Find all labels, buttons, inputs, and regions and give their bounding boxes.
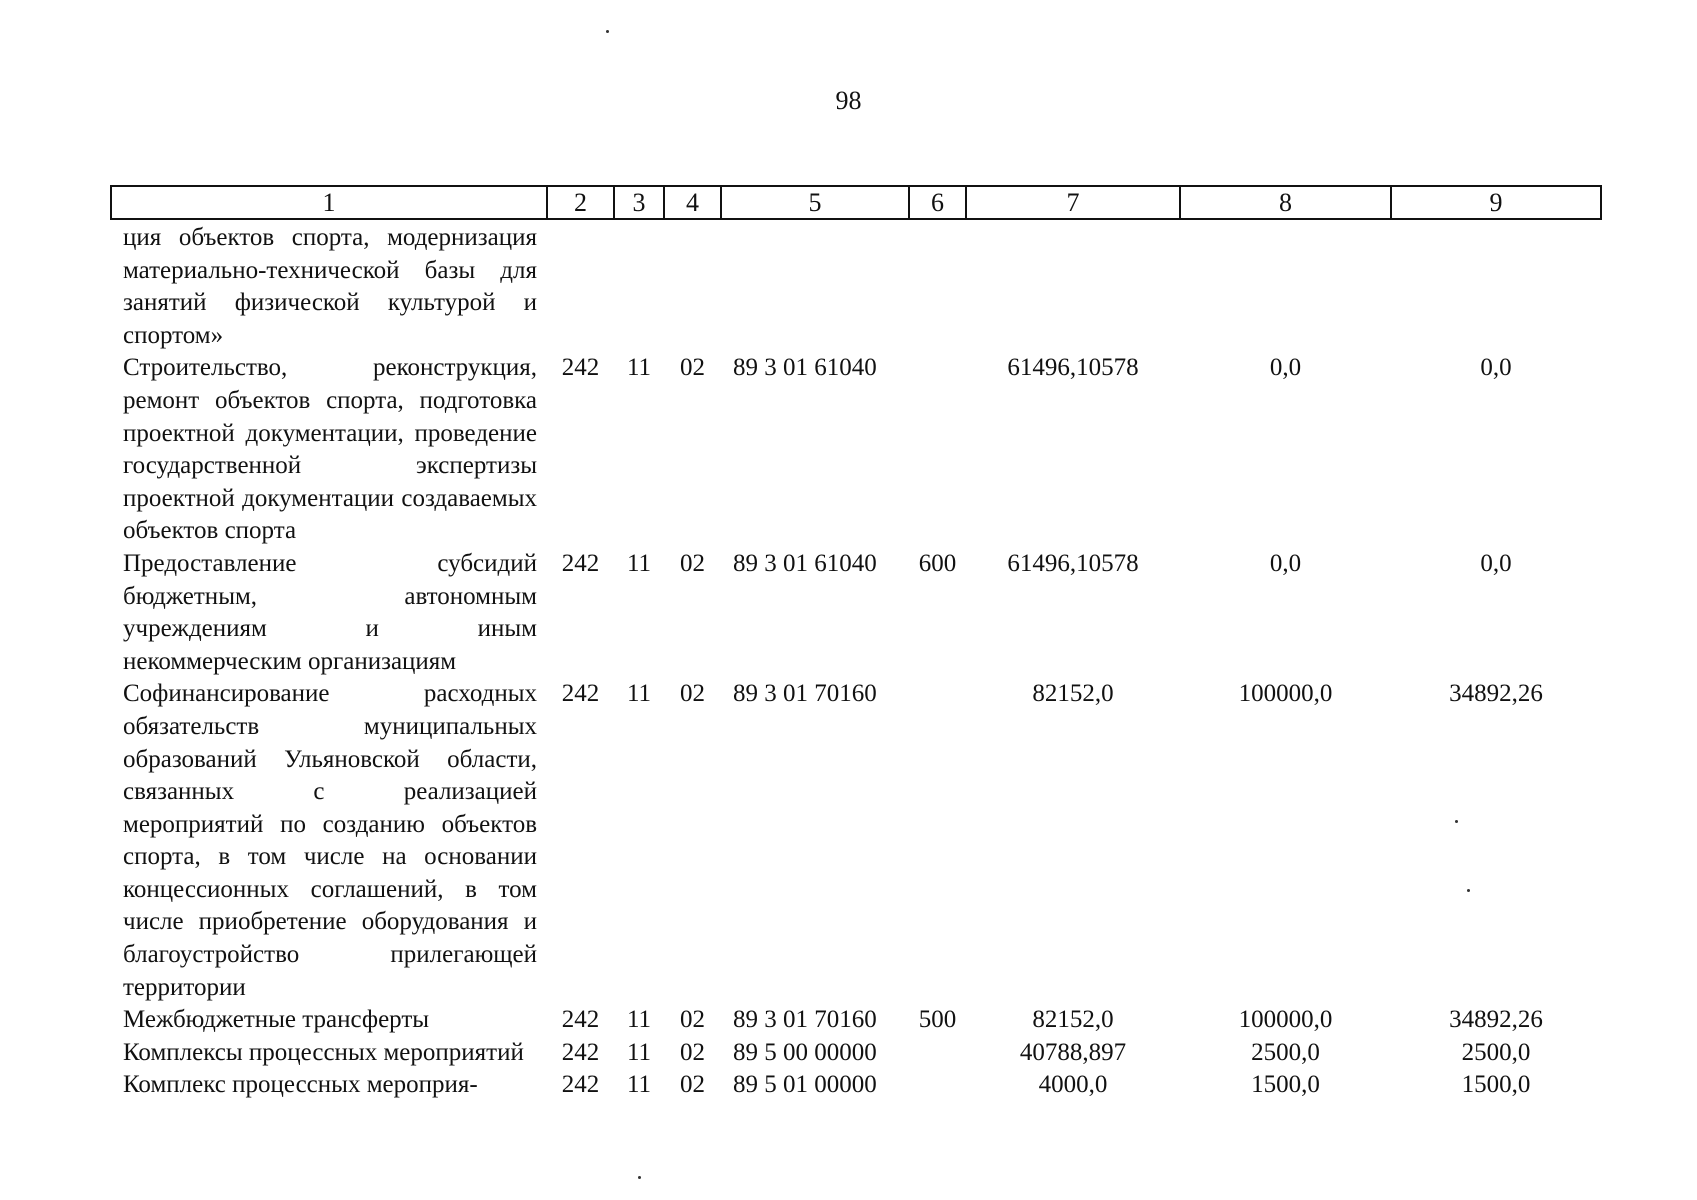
cell-col5: 89 3 01 70160 — [733, 680, 877, 708]
table-row — [111, 1069, 1601, 1102]
cell-col6 — [909, 352, 966, 548]
column-header-6: 6 — [909, 186, 966, 219]
cell-col5: 89 5 01 00000 — [733, 1071, 877, 1099]
cell-col8: 100000,0 — [1238, 680, 1333, 708]
cell-col9: 0,0 — [1480, 354, 1512, 382]
cell-col3: 11 — [626, 354, 652, 382]
cell-col6: 600 — [918, 549, 957, 577]
cell-col7: 40788,897 — [1019, 1038, 1127, 1066]
scan-speck — [638, 1176, 641, 1179]
table-row — [111, 548, 1601, 678]
cell-col3: 11 — [626, 1006, 652, 1034]
cell-col9: 2500,0 — [1461, 1038, 1531, 1066]
cell-col4: 02 — [680, 549, 705, 577]
cell-col9: 1500,0 — [1461, 1071, 1531, 1099]
row-description: Софинансирование расходных обязательств муниципальных образований Ульяновской области, связанных с реализацией мероприятий по созданию объектов спорта, в том числе на основании концессионных соглашений, в том числе приобретение оборудования и благоустройство прилегающей территории — [123, 680, 537, 1001]
cell-col7: 82152,0 — [1032, 680, 1114, 708]
cell-col9 — [1391, 219, 1601, 352]
cell-col5: 89 3 01 61040 — [733, 354, 877, 382]
cell-col4: 02 — [680, 354, 705, 382]
cell-col4: 02 — [680, 1071, 705, 1099]
cell-col3: 11 — [626, 1038, 652, 1066]
cell-col8: 100000,0 — [1238, 1006, 1333, 1034]
column-header-3: 3 — [614, 186, 664, 219]
cell-col8 — [1180, 219, 1391, 352]
cell-col6 — [909, 1037, 966, 1070]
cell-col5: 89 5 00 00000 — [733, 1038, 877, 1066]
cell-col5: 89 3 01 61040 — [733, 549, 877, 577]
cell-col4 — [664, 219, 721, 352]
cell-col8: 2500,0 — [1251, 1038, 1320, 1066]
row-description: Межбюджетные трансферты — [123, 1006, 430, 1034]
column-header-5: 5 — [721, 186, 909, 219]
column-header-7: 7 — [966, 186, 1180, 219]
cell-col4: 02 — [680, 1038, 705, 1066]
cell-col9: 34892,26 — [1449, 1006, 1543, 1034]
cell-col3: 11 — [626, 1071, 652, 1099]
cell-col6 — [909, 1069, 966, 1102]
row-description: ция объектов спорта, модернизация материально-технической базы для занятий физической культурой и спортом» — [123, 224, 537, 349]
cell-col7: 61496,10578 — [1007, 549, 1139, 577]
scan-speck — [1455, 820, 1458, 823]
cell-col6 — [909, 678, 966, 1004]
cell-col9: 0,0 — [1480, 549, 1512, 577]
cell-col7: 82152,0 — [1032, 1006, 1114, 1034]
cell-col2: 242 — [561, 354, 600, 382]
scan-speck — [1467, 889, 1470, 892]
row-description: Строительство, реконструкция, ремонт объектов спорта, подготовка проектной документации, проведение государственной экспертизы проектной документации создаваемых объектов спорта — [123, 354, 537, 545]
cell-col7: 4000,0 — [1038, 1071, 1108, 1099]
column-number-row — [111, 186, 1601, 219]
cell-col2 — [547, 219, 614, 352]
cell-col3: 11 — [626, 549, 652, 577]
cell-col6: 500 — [918, 1006, 957, 1034]
cell-col8: 0,0 — [1269, 549, 1302, 577]
column-header-9: 9 — [1391, 186, 1601, 219]
table-header — [111, 186, 1601, 219]
cell-col2: 242 — [561, 680, 600, 708]
page-number: 98 — [835, 86, 862, 115]
cell-col7 — [966, 219, 1180, 352]
cell-col9: 34892,26 — [1449, 680, 1543, 708]
cell-col7: 61496,10578 — [1007, 354, 1139, 382]
cell-col4: 02 — [680, 680, 705, 708]
cell-col8: 0,0 — [1269, 354, 1302, 382]
table-row — [111, 219, 1601, 352]
cell-col2: 242 — [561, 1006, 600, 1034]
row-description: Предоставление субсидий бюджетным, автономным учреждениям и иным некоммерческим организациям — [123, 549, 537, 675]
budget-table — [110, 185, 1602, 1102]
column-header-2: 2 — [547, 186, 614, 219]
cell-col8: 1500,0 — [1251, 1071, 1320, 1099]
cell-col6 — [909, 219, 966, 352]
column-header-4: 4 — [664, 186, 721, 219]
table-row — [111, 1004, 1601, 1037]
cell-col4: 02 — [680, 1006, 705, 1034]
cell-col3: 11 — [626, 680, 652, 708]
cell-col3 — [614, 219, 664, 352]
table-row — [111, 352, 1601, 548]
cell-col2: 242 — [561, 549, 600, 577]
column-header-8: 8 — [1180, 186, 1391, 219]
cell-col5: 89 3 01 70160 — [733, 1006, 877, 1034]
row-description: Комплекс процессных мероприя- — [123, 1071, 478, 1099]
scan-speck — [606, 30, 609, 33]
column-header-1: 1 — [111, 186, 547, 219]
row-description: Комплексы процессных мероприятий — [123, 1038, 524, 1066]
table-row — [111, 678, 1601, 1004]
table-row — [111, 1037, 1601, 1070]
cell-col2: 242 — [561, 1071, 600, 1099]
cell-col2: 242 — [561, 1038, 600, 1066]
cell-col5 — [721, 219, 909, 352]
